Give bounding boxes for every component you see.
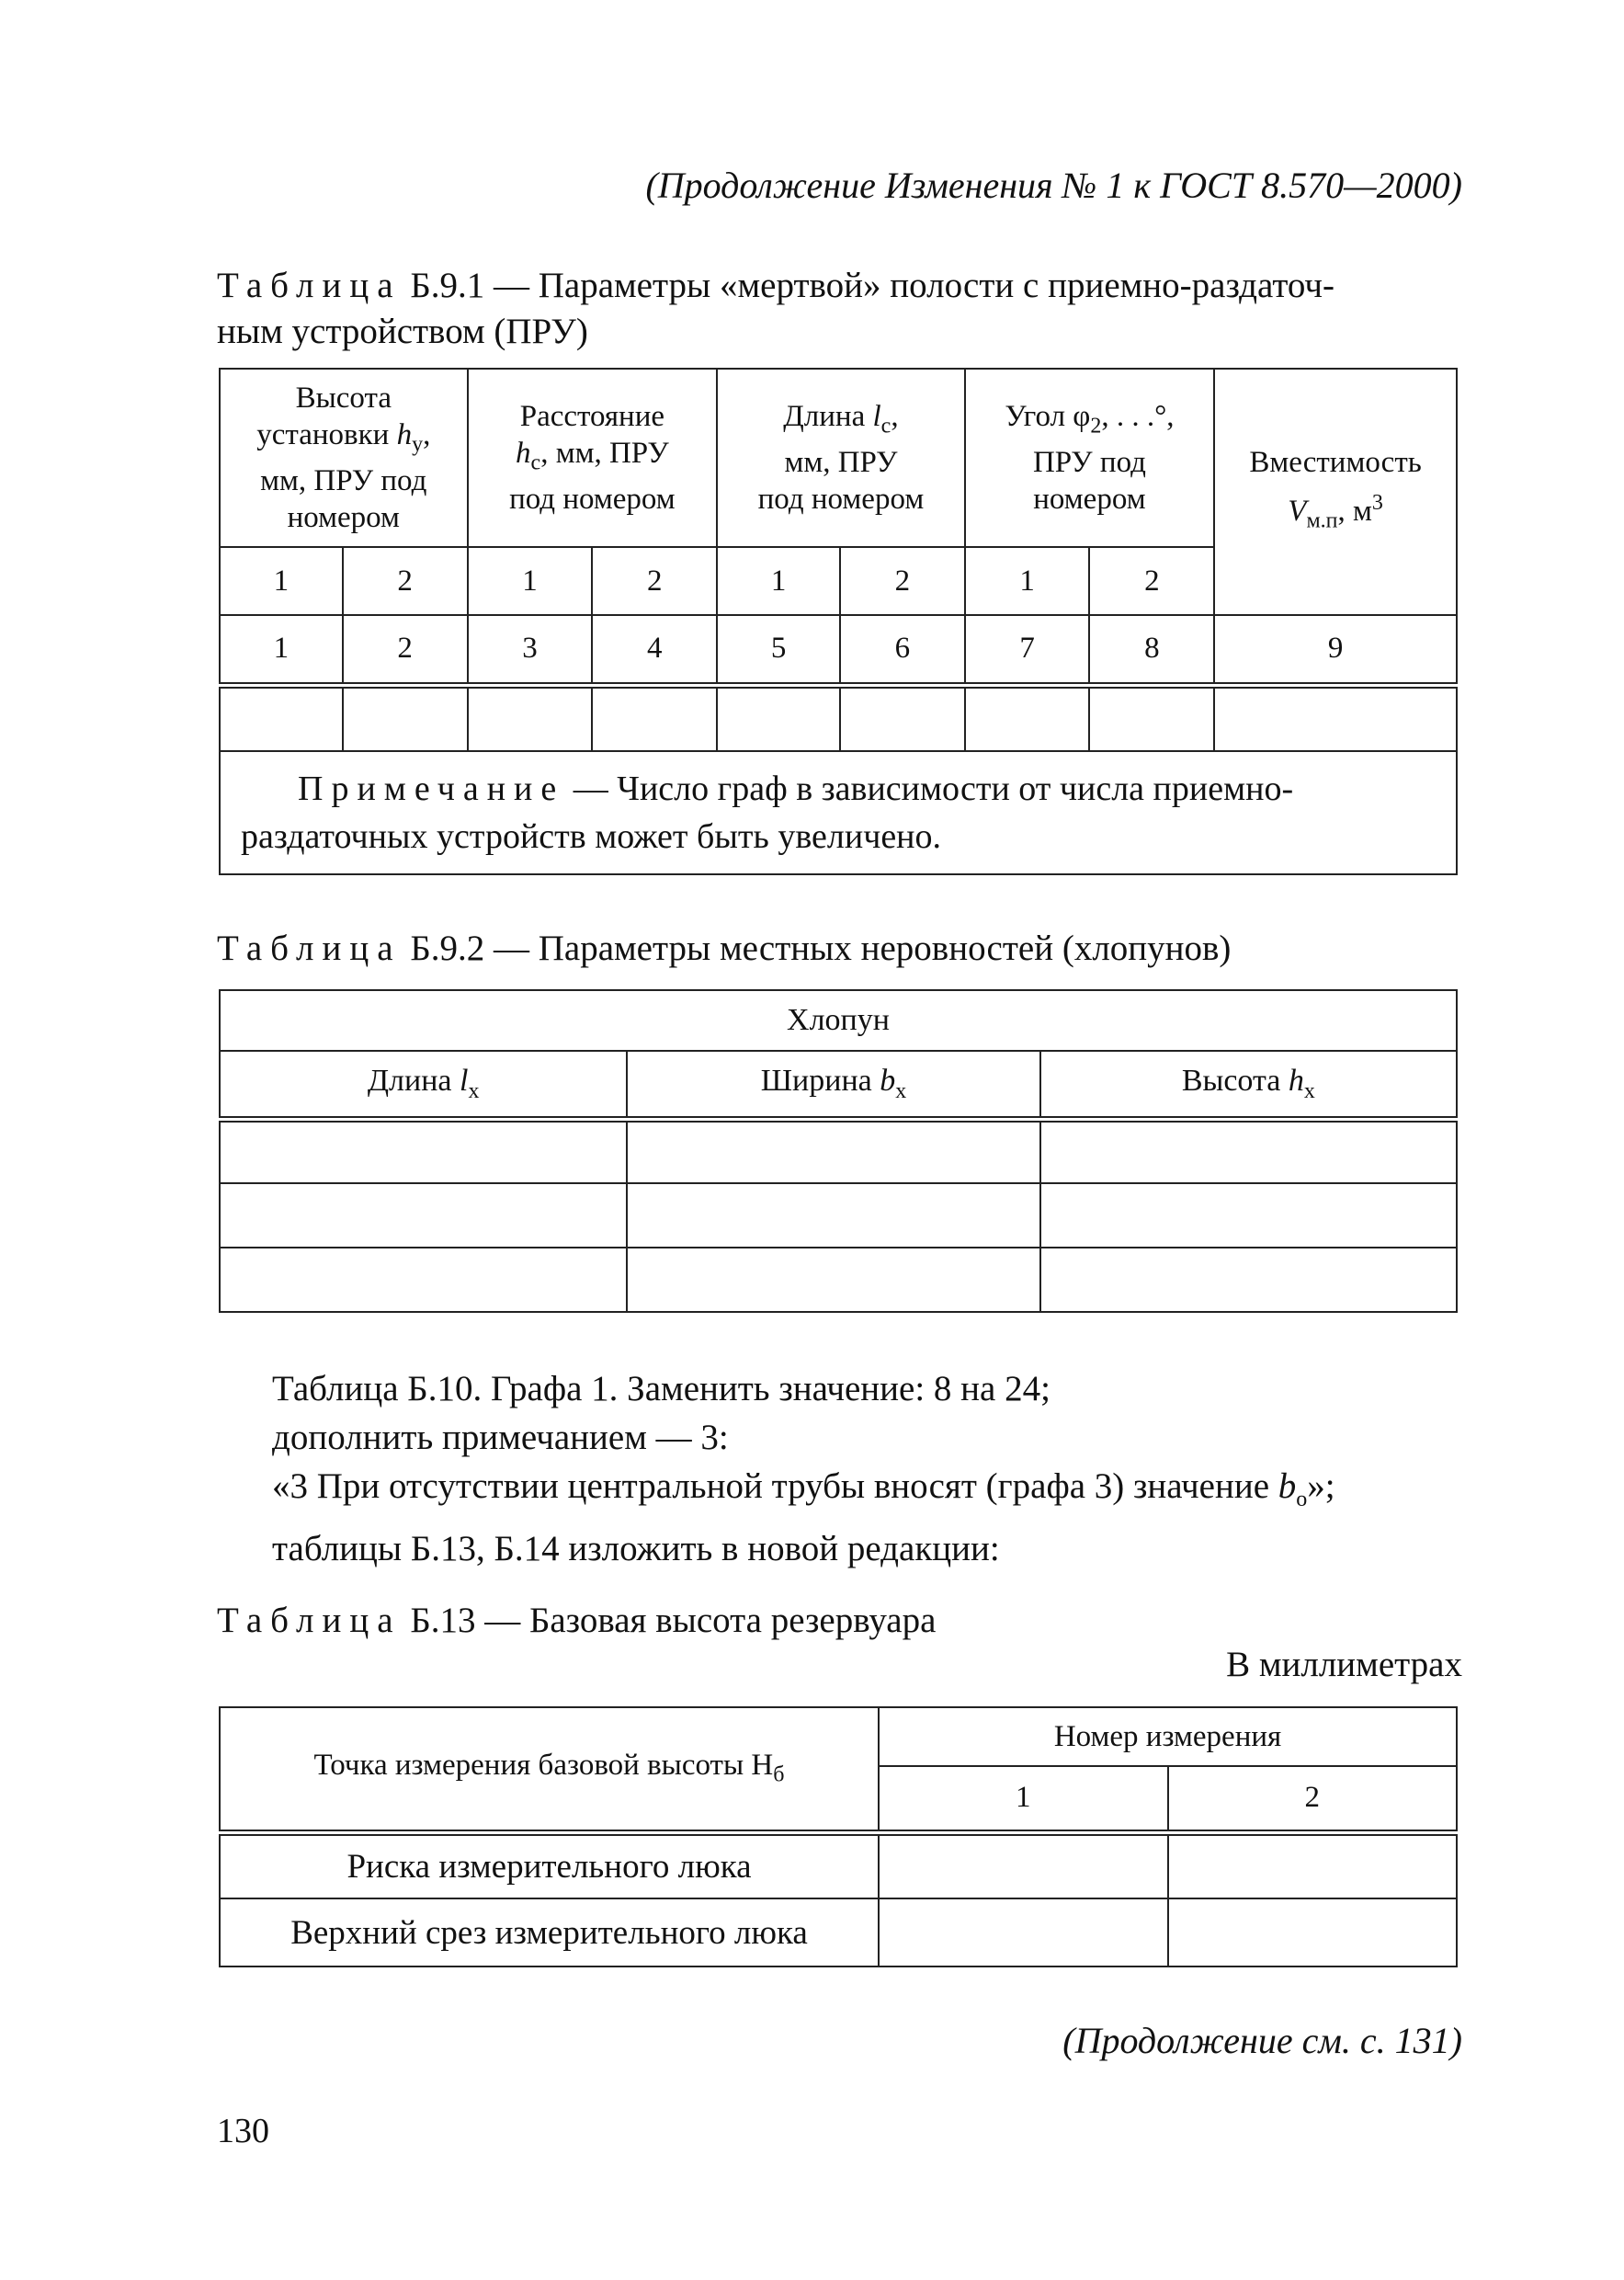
column-number: 9 <box>1214 615 1457 685</box>
data-cell <box>1214 685 1457 751</box>
table-row <box>220 1119 1457 1183</box>
column-number: 7 <box>965 615 1090 685</box>
table-b13 <box>219 1706 1458 1967</box>
paragraph-line: дополнить примечанием — 3: <box>272 1418 729 1457</box>
column-number-row <box>220 615 1457 685</box>
data-cell <box>627 1248 1039 1312</box>
data-cell <box>1168 1898 1458 1966</box>
caption-number: Б.13 <box>410 1601 476 1640</box>
table-b91-caption <box>217 263 1334 355</box>
column-number: 1 <box>220 615 343 685</box>
data-cell <box>220 685 343 751</box>
caption-text: — Параметры «мертвой» полости с приемно-раздаточ- <box>484 266 1334 305</box>
row-label: Риска измерительного люка <box>220 1832 879 1898</box>
caption-text-line2: ным устройством (ПРУ) <box>217 312 588 351</box>
sub-header-cell: 1 <box>965 547 1090 615</box>
column-number: 4 <box>592 615 717 685</box>
data-cell <box>1040 1248 1457 1312</box>
sub-header-cell: 1 <box>717 547 840 615</box>
paragraph-line: «3 При отсутствии центральной трубы вносят (графа 3) значение $b_о$»; <box>272 1466 1335 1511</box>
data-cell <box>220 1248 627 1312</box>
page-number: 130 <box>217 2112 269 2150</box>
table-b92 <box>219 989 1458 1313</box>
group-header: Хлопун <box>220 990 1457 1051</box>
data-cell <box>965 685 1090 751</box>
caption-number: Б.9.1 <box>410 266 485 305</box>
table-row <box>220 1183 1457 1248</box>
paragraph-line: Таблица Б.10. Графа 1. Заменить значение: 8 на 24; <box>272 1369 1050 1408</box>
table-row <box>220 1248 1457 1312</box>
header-distance: Расстояние $h_с$, мм, ПРУ под номером <box>468 369 718 547</box>
data-cell <box>592 685 717 751</box>
data-cell <box>1168 1832 1458 1898</box>
continuation-note: (Продолжение см. с. 131) <box>1062 2020 1462 2061</box>
caption-number: Б.9.2 <box>410 929 485 968</box>
sub-header-cell: 2 <box>840 547 965 615</box>
group-header: Номер измерения <box>879 1707 1457 1766</box>
data-cell <box>1040 1119 1457 1183</box>
sub-header-cell: 2 <box>592 547 717 615</box>
caption-label: Таблица <box>217 1601 402 1640</box>
data-cell <box>468 685 593 751</box>
data-cell <box>840 685 965 751</box>
column-number: 6 <box>840 615 965 685</box>
sub-header-cell: 2 <box>1089 547 1214 615</box>
data-cell <box>717 685 840 751</box>
header-length: Длина $l_с$, мм, ПРУ под номером <box>717 369 965 547</box>
data-cell <box>627 1119 1039 1183</box>
data-cell <box>627 1183 1039 1248</box>
data-cell <box>220 1183 627 1248</box>
units-note: В миллиметрах <box>1226 1645 1462 1684</box>
caption-text: — Параметры местных неровностей (хлопунов) <box>484 929 1232 968</box>
column-header-height: Высота $h_х$ <box>1040 1051 1457 1119</box>
table-b13-caption <box>217 1598 936 1644</box>
sub-header-cell: 1 <box>220 547 343 615</box>
header-capacity: Вместимость $V_{м.п}$, $м^3$ <box>1214 369 1457 615</box>
empty-data-row <box>220 685 1457 751</box>
column-number: 3 <box>468 615 593 685</box>
data-cell <box>879 1898 1167 1966</box>
caption-label: Таблица <box>217 929 402 968</box>
note-label: Примечание <box>298 770 565 808</box>
table-note <box>220 751 1457 874</box>
data-cell <box>1040 1183 1457 1248</box>
note-text-line2: раздаточных устройств может быть увеличено. <box>241 817 942 856</box>
page-header: (Продолжение Изменения № 1 к ГОСТ 8.570—2000) <box>645 165 1462 206</box>
header-angle: Угол $\varphi_2$, . . .°, ПРУ под номером <box>965 369 1215 547</box>
table-row <box>220 1832 1457 1898</box>
row-label: Верхний срез измерительного люка <box>220 1898 879 1966</box>
caption-label: Таблица <box>217 266 402 305</box>
column-number: 2 <box>343 615 468 685</box>
paragraph-line: таблицы Б.13, Б.14 изложить в новой редакции: <box>272 1528 1000 1568</box>
column-header-width: Ширина $b_х$ <box>627 1051 1039 1119</box>
data-cell <box>879 1832 1167 1898</box>
sub-header-cell: 1 <box>879 1766 1167 1832</box>
point-header: Точка измерения базовой высоты $Н_б$ <box>220 1707 879 1832</box>
table-row <box>220 1898 1457 1966</box>
column-number: 8 <box>1089 615 1214 685</box>
column-header-length: Длина $l_х$ <box>220 1051 627 1119</box>
caption-text: — Базовая высота резервуара <box>475 1601 937 1640</box>
note-text: — Число граф в зависимости от числа приемно- <box>564 770 1294 808</box>
data-cell <box>1089 685 1214 751</box>
column-number: 5 <box>717 615 840 685</box>
header-height: Высота установки $h_у$, мм, ПРУ под номером <box>220 369 468 547</box>
data-cell <box>343 685 468 751</box>
table-b92-caption <box>217 926 1231 972</box>
sub-header-cell: 2 <box>343 547 468 615</box>
sub-header-cell: 2 <box>1168 1766 1458 1832</box>
data-cell <box>220 1119 627 1183</box>
table-b91 <box>219 368 1458 875</box>
sub-header-cell: 1 <box>468 547 593 615</box>
amendment-paragraph <box>272 1364 1335 1573</box>
